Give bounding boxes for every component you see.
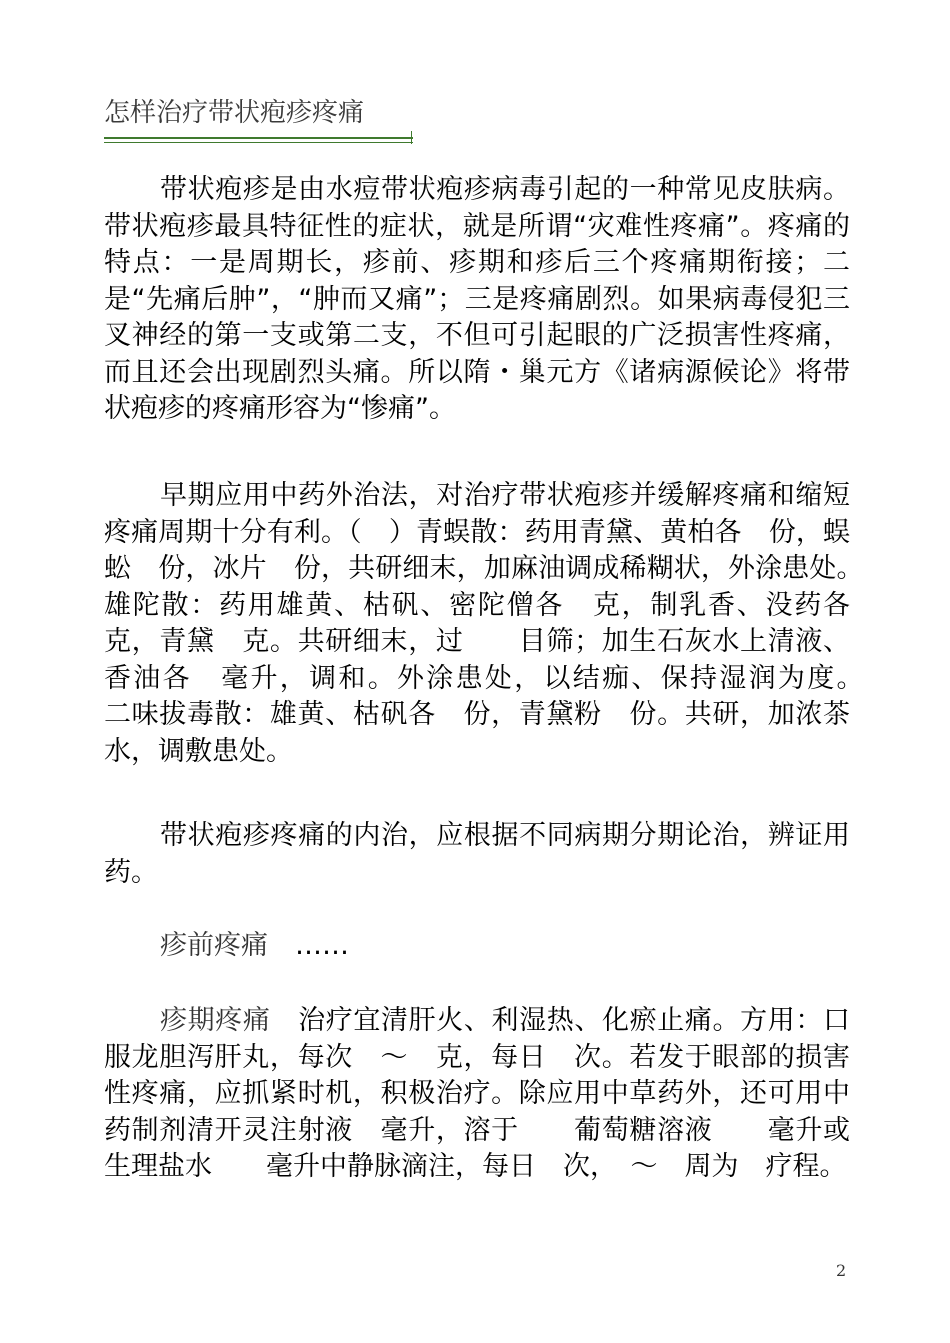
title-underline-thin <box>104 142 413 143</box>
title-underline-thick <box>104 137 413 139</box>
paragraph-text: 带状疱疹是由水痘带状疱疹病毒引起的一种常见皮肤病。带状疱疹最具特征性的症状，就是所谓“灾难性疼痛”。疼痛的特点：一是周期长，疹前、疹期和疹后三个疼痛期衔接；二是“先痛后肿”，“肿而又痛”；三是疼痛剧烈。如果病毒侵犯三叉神经的第一支或第二支，不但可引起眼的广泛损害性疼痛，而且还会出现剧烈头痛。所以隋・巢元方《诸病源候论》将带状疱疹的疼痛形容为“惨痛”。 <box>104 174 850 424</box>
paragraph-text: 早期应用中药外治法，对治疗带状疱疹并缓解疼痛和缩短疼痛周期十分有利。（ ）青蜈散：药用青黛、黄柏各 份，蜈蚣 份，冰片 份，共研细末，加麻油调成稀糊状，外涂患处。 雄陀散：药用雄黄、枯矾、密陀僧各 克，制乳香、没药各 克，青黛 克。共研细末，过 目筛；加生石灰水上清液、香油各 毫升，调和。外涂患处，以结痂、保持湿润为度。 二味拔毒散：雄黄、枯矾各 份，青黛粉 份。共研，加浓茶水，调敷患处。 <box>104 480 904 767</box>
document-title-block <box>104 96 413 130</box>
section-lead: 疹前疼痛 <box>160 930 268 961</box>
paragraph-text <box>104 1003 904 1186</box>
paragraph-internal-treatment <box>104 818 850 891</box>
page-number: 2 <box>836 1261 847 1280</box>
paragraph-external-treatment <box>104 478 904 770</box>
section-lead: 疹期疼痛 <box>160 1005 271 1036</box>
section-text: 治疗宜清肝火、利湿热、化瘀止痛。方用：口服龙胆泻肝丸，每次 ～ 克，每日 次。若发于眼部的损害性疼痛，应抓紧时机，积极治疗。除应用中草药外，还可用中药制剂清开灵注射液 毫升，溶于 葡萄糖溶液 毫升或 生理盐水 毫升中静脉滴注，每日 次， ～ 周为 疗程。 <box>104 1005 904 1182</box>
paragraph-intro <box>104 172 850 428</box>
paragraph-rash-period-pain <box>104 1003 904 1186</box>
paragraph-pre-rash-pain <box>104 928 850 965</box>
paragraph-text <box>104 928 850 965</box>
paragraph-text: 带状疱疹疼痛的内治，应根据不同病期分期论治，辨证用药。 <box>104 820 850 888</box>
title-underline-tick <box>411 131 412 144</box>
section-text: …… <box>268 930 349 961</box>
document-title: 怎样治疗带状疱疹疼痛 <box>104 98 365 128</box>
